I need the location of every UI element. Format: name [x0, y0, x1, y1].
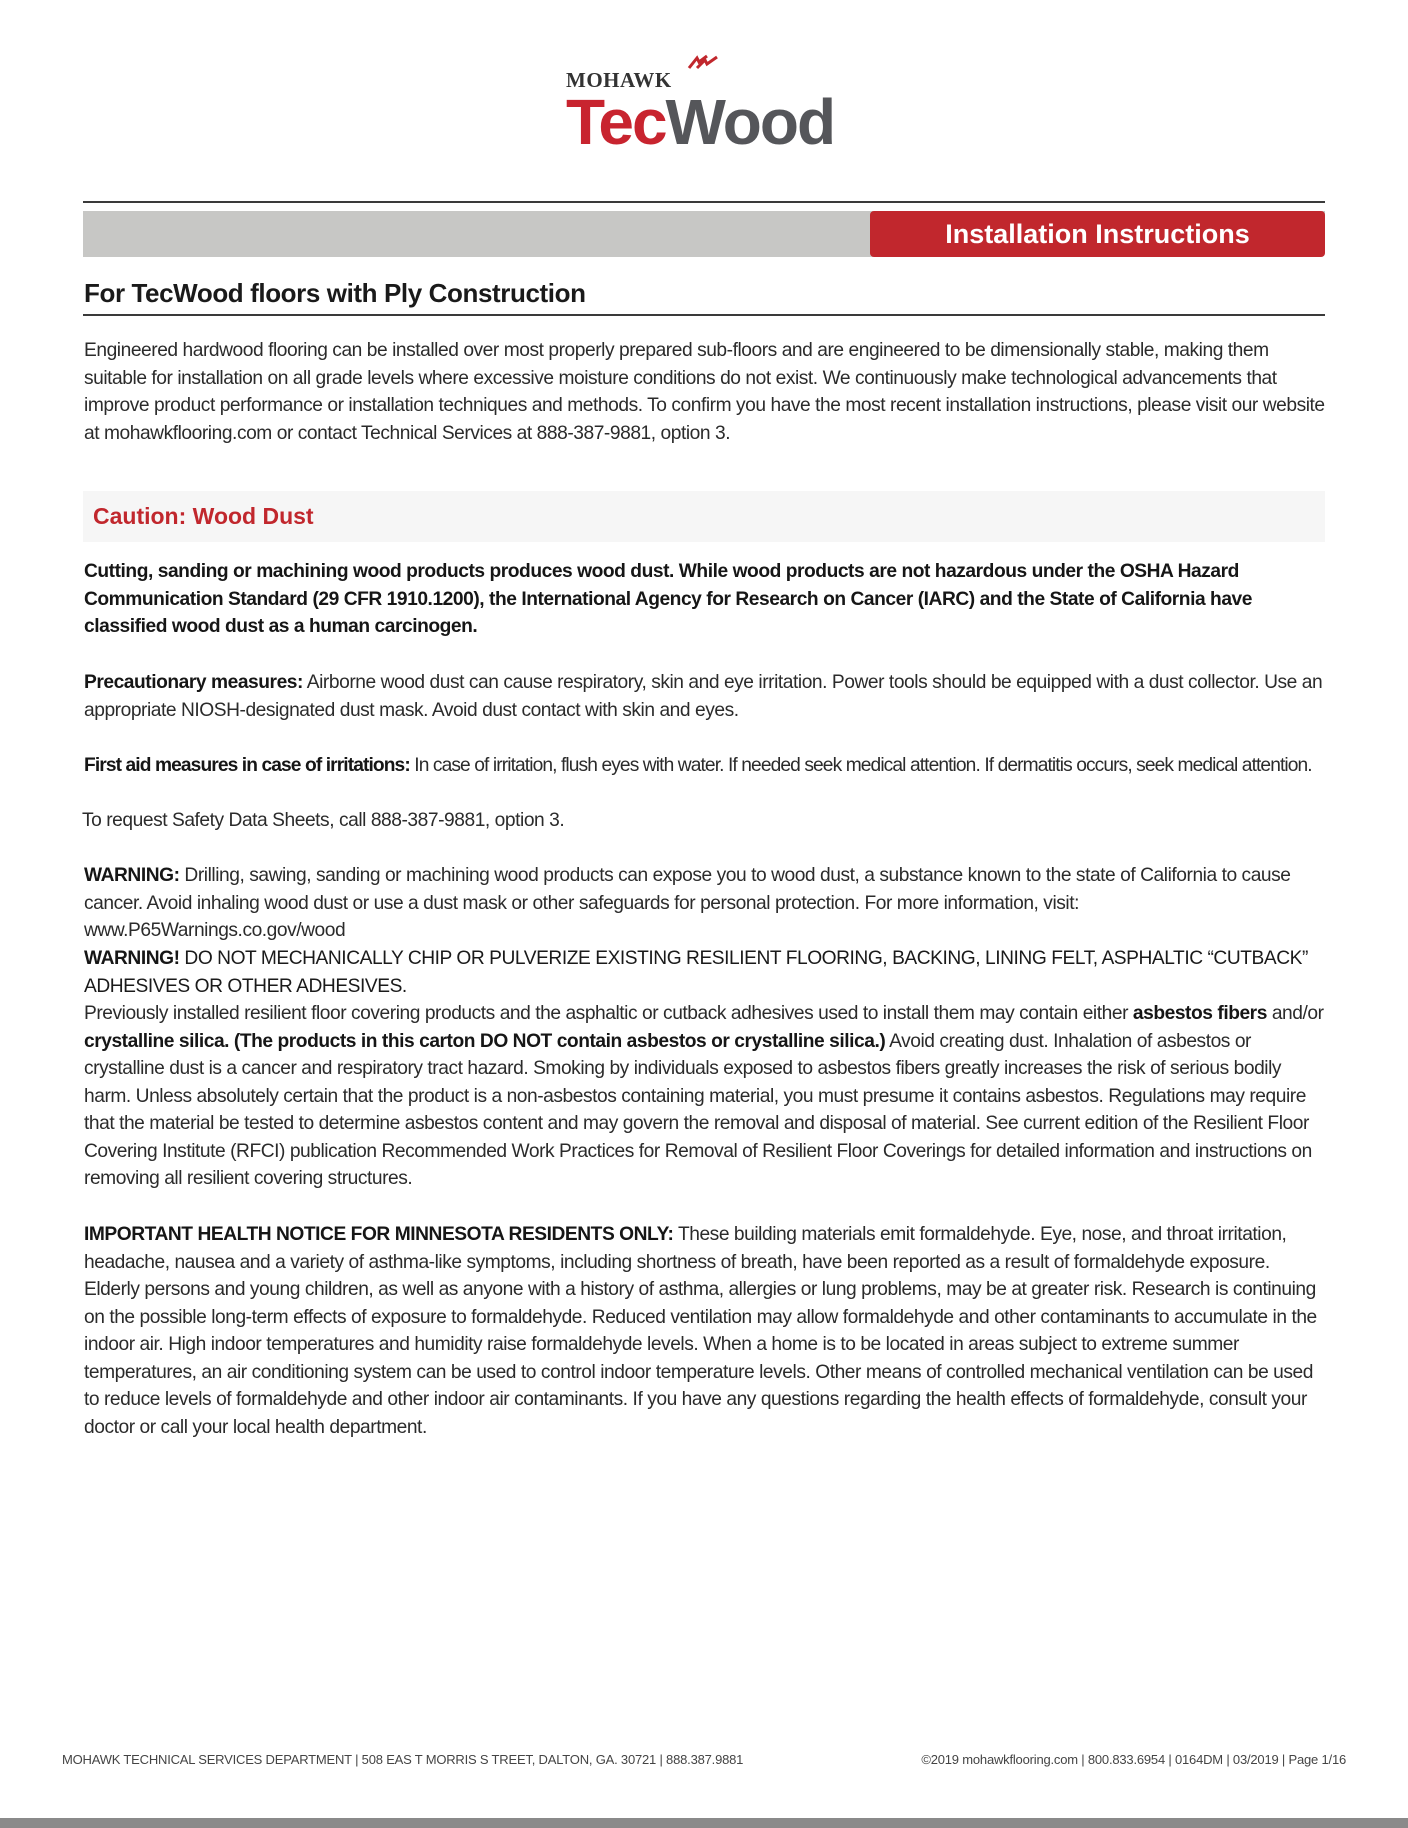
logo-product: [566, 86, 835, 158]
minnesota-label: IMPORTANT HEALTH NOTICE FOR MINNESOTA RESIDENTS ONLY:: [84, 1224, 674, 1245]
intro-paragraph: Engineered hardwood flooring can be installed over most properly prepared sub-floors and are engineered to be dimensionally stable, making them suitable for installation on all grade levels where excessive moisture conditions do not exist. We continuously make technological advancements that improve product performance or installation techniques and methods. To confirm you have the most recent installation instructions, please visit our website at mohawkflooring.com or contact Technical Services at 888-387-9881, option 3.: [84, 340, 1325, 444]
caution-title: Caution: Wood Dust: [93, 503, 314, 529]
precaution-text: Airborne wood dust can cause respiratory, skin and eye irritation. Power tools should be equipped with a dust collector. Use an appropriate NIOSH-designated dust mask. Avoid dust contact with skin and eyes.: [84, 672, 1323, 721]
logo-product-tec: Tec: [566, 86, 666, 158]
logo: [0, 54, 1408, 158]
minnesota-text: These building materials emit formaldehyde. Eye, nose, and throat irritation, headache, nausea and a variety of asthma-like symptoms, including shortness of breath, have been reported as a result of formaldehyde exposure. Elderly persons and young children, as well as anyone with a history of asthma, allergies or lung problems, may be at greater risk. Research is continuing on the possible long-term effects of exposure to formaldehyde. Reduced ventilation may allow formaldehyde and other contaminants to accumulate in the indoor air. High indoor temperatures and humidity raise formaldehyde levels. When a home is to be located in areas subject to extreme summer temperatures, an air conditioning system can be used to control indoor temperature levels. Other means of controlled mechanical ventilation can be used to reduce levels of formaldehyde and other indoor air contaminants. If you have any questions regarding the health effects of formaldehyde, consult your doctor or call your local health department.: [84, 1224, 1317, 1438]
footer-address: MOHAWK TECHNICAL SERVICES DEPARTMENT | 508 EAS T MORRIS S TREET, DALTON, GA. 30721 | 888.387.9881: [62, 1752, 744, 1767]
precaution-paragraph: [84, 669, 1328, 724]
caution-header: [83, 491, 1325, 542]
asbestos-paragraph: [84, 1000, 1328, 1193]
sds-paragraph: To request Safety Data Sheets, call 888-387-9881, option 3.: [82, 810, 565, 831]
first-aid-label: First aid measures in case of irritations:: [84, 755, 410, 776]
asbestos-heading: [84, 945, 1328, 1000]
precaution-label: Precautionary measures:: [84, 672, 303, 693]
caution-statement: Cutting, sanding or machining wood products produces wood dust. While wood products are not hazardous under the OSHA Hazard Communication Standard (29 CFR 1910.1200), the International Agency for Research on Cancer (IARC) and the State of California have classified wood dust as a human carcinogen.: [84, 561, 1252, 637]
asbestos-heading-label: WARNING!: [84, 948, 180, 969]
mohawk-mark-icon: [687, 54, 721, 70]
title-rule: [83, 314, 1325, 316]
section-label: Installation Instructions: [870, 211, 1325, 257]
logo-product-wood: Wood: [665, 86, 835, 158]
bottom-bar: [0, 1818, 1408, 1828]
p65-warning-label: WARNING:: [84, 865, 180, 886]
asbestos-text-1: Previously installed resilient floor covering products and the asphaltic or cutback adhesives used to install them may contain either: [84, 1003, 1133, 1024]
p65-warning-paragraph: [84, 862, 1328, 945]
asbestos-heading-text: DO NOT MECHANICALLY CHIP OR PULVERIZE EXISTING RESILIENT FLOORING, BACKING, LINING FELT, ASPHALTIC “CUTBACK” ADHESIVES OR OTHER ADHESIVES.: [84, 948, 1308, 997]
asbestos-text-2: and/or: [1266, 1003, 1324, 1024]
p65-warning-text: Drilling, sawing, sanding or machining wood products can expose you to wood dust, a substance known to the state of California to cause cancer. Avoid inhaling wood dust or use a dust mask or other safeguards for personal protection. For more information, visit: www.P65Warnings.co.gov/wood: [84, 865, 1291, 941]
asbestos-text-3: Avoid creating dust. Inhalation of asbestos or crystalline dust is a cancer and respiratory tract hazard. Smoking by individuals exposed to asbestos fibers greatly increases the risk of serious bodily harm. Unless absolutely certain that the product is a non-asbestos containing material, you must presume it contains asbestos. Regulations may require that the material be tested to determine asbestos content and may govern the removal and disposal of material. See current edition of the Resilient Floor Covering Institute (RFCI) publication Recommended Work Practices for Removal of Resilient Floor Coverings for detailed information and instructions on removing all resilient covering structures.: [84, 1030, 1312, 1189]
page-title: For TecWood floors with Ply Construction: [84, 278, 586, 308]
logo-maker: MOHAWK: [566, 68, 672, 92]
minnesota-paragraph: [84, 1221, 1328, 1441]
footer-page-info: ©2019 mohawkflooring.com | 800.833.6954 | 0164DM | 03/2019 | Page 1/16: [921, 1752, 1346, 1767]
asbestos-bold-2: crystalline silica. (The products in this carton DO NOT contain asbestos or crystalline silica.): [84, 1030, 886, 1052]
first-aid-paragraph: [84, 752, 1328, 780]
first-aid-text: In case of irritation, flush eyes with water. If needed seek medical attention. If dermatitis occurs, seek medical attention.: [409, 755, 1312, 776]
header-rule: [83, 201, 1325, 203]
asbestos-bold-1: asbestos fibers: [1132, 1003, 1267, 1024]
